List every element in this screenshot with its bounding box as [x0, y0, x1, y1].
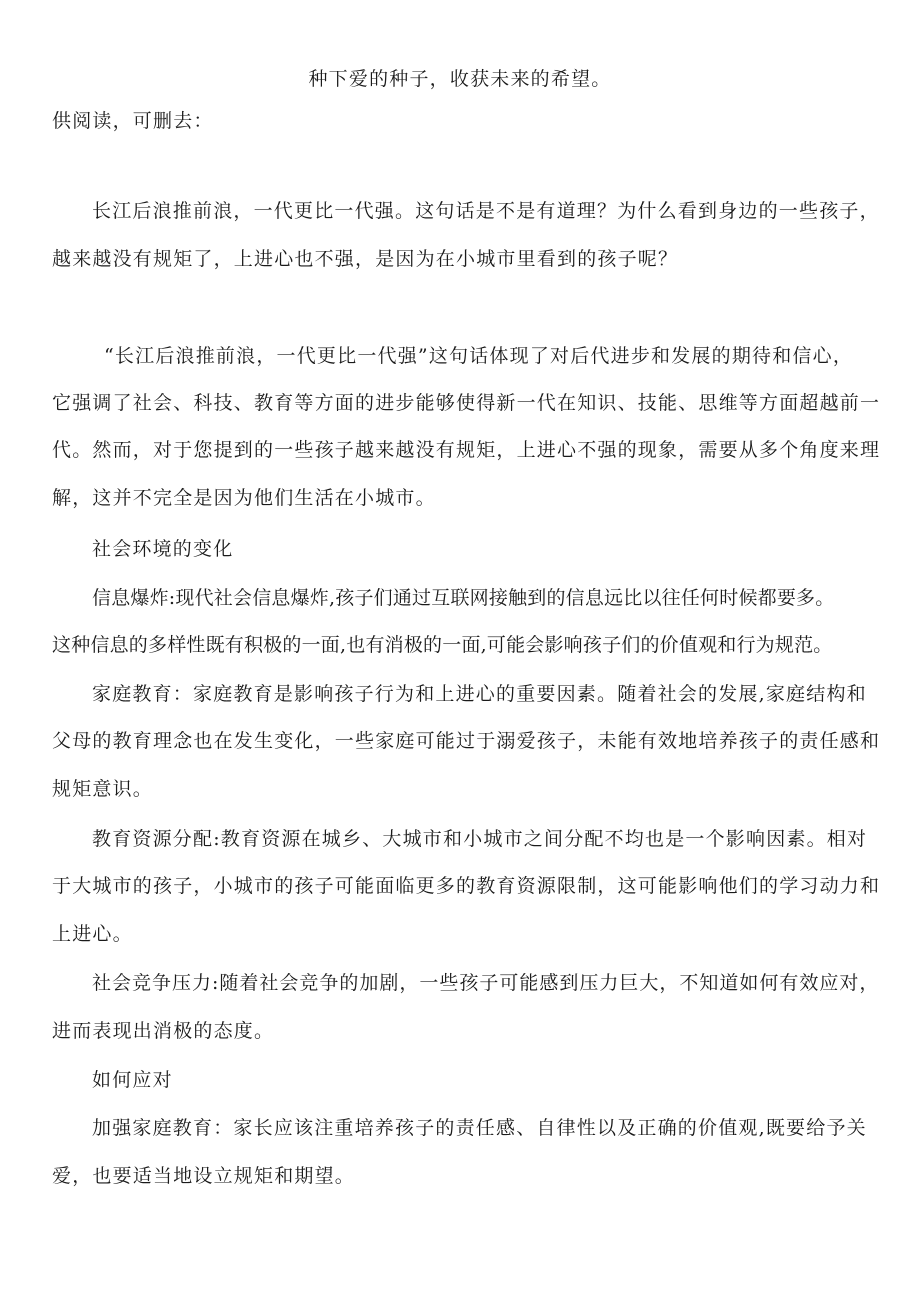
- paragraph-line: 家庭教育：家庭教育是影响孩子行为和上进心的重要因素。随着社会的发展,家庭结构和: [92, 683, 867, 705]
- paragraph-line: 解，这并不完全是因为他们生活在小城市。: [52, 487, 436, 509]
- reading-note: 供阅读，可删去：: [52, 110, 214, 132]
- paragraph-line: 进而表现出消极的态度。: [52, 1020, 275, 1042]
- paragraph-line: 上进心。: [52, 923, 133, 945]
- section-heading-social-environment: 社会环境的变化: [92, 538, 234, 560]
- paragraph-line: 它强调了社会、科技、教育等方面的进步能够使得新一代在知识、技能、思维等方面超越前一: [52, 392, 881, 414]
- paragraph-line: 信息爆炸:现代社会信息爆炸,孩子们通过互联网接触到的信息远比以往任何时候都要多。: [92, 587, 835, 609]
- document-title: 种下爱的种子，收获未来的希望。: [308, 68, 612, 90]
- paragraph-line: 教育资源分配:教育资源在城乡、大城市和小城市之间分配不均也是一个影响因素。相对: [92, 828, 868, 850]
- paragraph-line: 于大城市的孩子，小城市的孩子可能面临更多的教育资源限制，这可能影响他们的学习动力和: [52, 875, 881, 897]
- section-heading-how-to-respond: 如何应对: [92, 1069, 173, 1091]
- paragraph-line: 这种信息的多样性既有积极的一面,也有消极的一面,可能会影响孩子们的价值观和行为规范。: [52, 634, 833, 656]
- paragraph-line: 加强家庭教育：家长应该注重培养孩子的责任感、自律性以及正确的价值观,既要给予关: [92, 1117, 867, 1139]
- paragraph-line: 社会竞争压力:随着社会竞争的加剧，一些孩子可能感到压力巨大，不知道如何有效应对，: [92, 972, 880, 994]
- paragraph-line: 代。然而，对于您提到的一些孩子越来越没有规矩，上进心不强的现象，需要从多个角度来理: [52, 439, 881, 461]
- paragraph-line: 爱，也要适当地设立规矩和期望。: [52, 1165, 356, 1187]
- paragraph-line: 父母的教育理念也在发生变化，一些家庭可能过于溺爱孩子，未能有效地培养孩子的责任感和: [52, 730, 881, 752]
- paragraph-line: 长江后浪推前浪，一代更比一代强。这句话是不是有道理？为什么看到身边的一些孩子，: [92, 200, 880, 222]
- paragraph-line: 规矩意识。: [52, 778, 154, 800]
- paragraph-line: “长江后浪推前浪，一代更比一代强”这句话体现了对后代进步和发展的期待和信心，: [104, 345, 854, 367]
- paragraph-line: 越来越没有规矩了，上进心也不强，是因为在小城市里看到的孩子呢？: [52, 248, 679, 270]
